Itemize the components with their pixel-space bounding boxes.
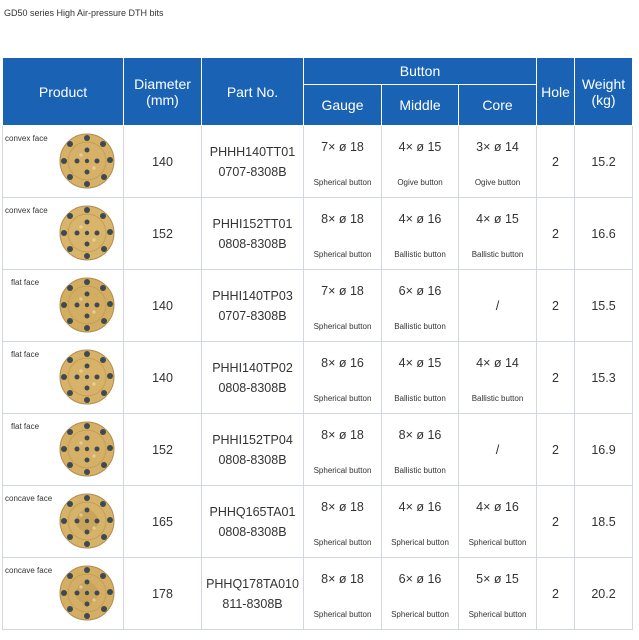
drill-bit-icon [57,347,117,407]
gauge-cell [304,270,382,342]
face-type-label: flat face [11,422,40,431]
gauge-value: 8× ø 16 [321,356,364,370]
table-row [3,270,633,342]
hole-cell: 2 [537,342,575,414]
core-cell [459,126,537,198]
part-no-line1: PHHI152TT01 [212,216,293,231]
core-value: 4× ø 14 [476,356,519,370]
header-button: Button [304,58,537,85]
core-value: / [495,298,500,313]
weight-cell: 20.2 [575,558,633,630]
product-cell [3,198,124,270]
gauge-button-type: Spherical button [313,322,372,331]
gauge-value: 7× ø 18 [321,284,364,298]
table-row [3,198,633,270]
gauge-value: 8× ø 18 [321,500,364,514]
core-button-type: Ogive button [474,178,521,187]
core-cell [459,270,537,342]
diameter-cell: 178 [124,558,202,630]
header-middle: Middle [382,85,459,126]
part-no-line1: PHHQ165TA01 [209,504,296,519]
part-no-line1: PHHI140TP03 [212,288,293,303]
header-hole: Hole [537,58,575,126]
gauge-button-type: Spherical button [313,538,372,547]
gauge-cell [304,414,382,486]
middle-cell [382,342,459,414]
part-no-line2: 811-8308B [222,596,283,611]
header-diameter [124,58,202,126]
middle-button-type: Ballistic button [394,466,446,475]
core-cell [459,414,537,486]
core-value: 4× ø 16 [476,500,519,514]
gauge-button-type: Spherical button [313,394,372,403]
part-no-cell [202,558,304,630]
diameter-cell: 152 [124,414,202,486]
part-no-cell [202,414,304,486]
core-value: 3× ø 14 [476,140,519,154]
weight-cell: 15.2 [575,126,633,198]
gauge-button-type: Spherical button [313,466,372,475]
core-cell [459,198,537,270]
diameter-cell: 165 [124,486,202,558]
hole-cell: 2 [537,486,575,558]
middle-button-type: Ballistic button [394,250,446,259]
part-no-line2: 0808-8308B [218,236,287,251]
weight-cell: 15.3 [575,342,633,414]
drill-bit-icon [57,131,117,191]
part-no-line2: 0808-8308B [218,452,287,467]
header-core: Core [459,85,537,126]
weight-cell: 16.6 [575,198,633,270]
diameter-cell: 140 [124,270,202,342]
middle-value: 6× ø 16 [398,572,442,586]
middle-value: 4× ø 16 [398,212,442,226]
product-cell [3,414,124,486]
header-part-no: Part No. [202,58,304,126]
drill-bit-icon [57,491,117,551]
header-weight [575,58,633,126]
part-no-line1: PHHH140TT01 [209,144,296,159]
middle-value: 6× ø 16 [398,284,442,298]
diameter-cell: 140 [124,126,202,198]
drill-bit-icon [57,563,117,623]
part-no-cell [202,198,304,270]
part-no-line1: PHHI152TP04 [212,432,293,447]
spec-table [2,57,633,630]
gauge-button-type: Spherical button [313,250,372,259]
drill-bit-icon [57,203,117,263]
diameter-cell: 140 [124,342,202,414]
face-type-label: flat face [11,278,40,287]
part-no-cell [202,486,304,558]
hole-cell: 2 [537,126,575,198]
part-no-cell [202,270,304,342]
middle-cell [382,558,459,630]
table-row [3,126,633,198]
part-no-line2: 0707-8308B [218,164,287,179]
middle-value: 4× ø 15 [398,140,442,154]
gauge-button-type: Spherical button [313,178,372,187]
face-type-label: concave face [5,494,53,503]
header-weight-line1: Weight [581,75,626,92]
gauge-cell [304,342,382,414]
core-cell [459,486,537,558]
core-button-type: Spherical button [468,610,527,619]
part-no-cell [202,342,304,414]
table-row [3,414,633,486]
face-type-label: convex face [5,134,48,143]
middle-button-type: Spherical button [391,538,449,547]
hole-cell: 2 [537,414,575,486]
part-no-line1: PHHI140TP02 [212,360,293,375]
middle-value: 8× ø 16 [398,428,442,442]
header-product: Product [3,58,124,126]
hole-cell: 2 [537,198,575,270]
gauge-value: 8× ø 18 [321,572,364,586]
part-no-line1: PHHQ178TA010 [206,576,299,591]
middle-value: 4× ø 16 [398,500,442,514]
middle-button-type: Spherical button [391,610,449,619]
drill-bit-icon [57,275,117,335]
middle-value: 4× ø 15 [398,356,442,370]
core-value: 5× ø 15 [476,572,519,586]
part-no-cell [202,126,304,198]
document-title: GD50 series High Air-pressure DTH bits [4,8,164,18]
gauge-cell [304,558,382,630]
weight-cell: 16.9 [575,414,633,486]
weight-cell: 18.5 [575,486,633,558]
gauge-cell [304,198,382,270]
product-cell [3,342,124,414]
face-type-label: convex face [5,206,48,215]
hole-cell: 2 [537,558,575,630]
gauge-button-type: Spherical button [313,610,372,619]
product-cell [3,558,124,630]
middle-cell [382,126,459,198]
product-cell [3,270,124,342]
core-cell [459,558,537,630]
middle-cell [382,198,459,270]
header-weight-line2: (kg) [591,91,616,108]
product-cell [3,126,124,198]
hole-cell: 2 [537,270,575,342]
drill-bit-icon [57,419,117,479]
part-no-line2: 0808-8308B [218,380,287,395]
face-type-label: concave face [5,566,53,575]
part-no-line2: 0808-8308B [218,524,287,539]
core-button-type: Ballistic button [471,394,524,403]
gauge-value: 8× ø 18 [321,212,364,226]
core-button-type: Ballistic button [471,250,524,259]
header-diameter-line2: (mm) [146,91,179,108]
header-gauge: Gauge [304,85,382,126]
middle-cell [382,414,459,486]
table-row [3,558,633,630]
gauge-cell [304,126,382,198]
table-row [3,342,633,414]
table-row [3,486,633,558]
weight-cell: 15.5 [575,270,633,342]
middle-button-type: Ballistic button [394,394,446,403]
product-cell [3,486,124,558]
gauge-value: 8× ø 18 [321,428,364,442]
diameter-cell: 152 [124,198,202,270]
gauge-value: 7× ø 18 [321,140,364,154]
middle-cell [382,270,459,342]
core-button-type: Spherical button [468,538,527,547]
header-diameter-line1: Diameter [134,75,191,92]
middle-button-type: Ballistic button [394,322,446,331]
core-value: 4× ø 15 [476,212,519,226]
face-type-label: flat face [11,350,40,359]
gauge-cell [304,486,382,558]
core-value: / [495,442,500,457]
part-no-line2: 0707-8308B [218,308,287,323]
middle-button-type: Ogive button [397,178,443,187]
middle-cell [382,486,459,558]
core-cell [459,342,537,414]
